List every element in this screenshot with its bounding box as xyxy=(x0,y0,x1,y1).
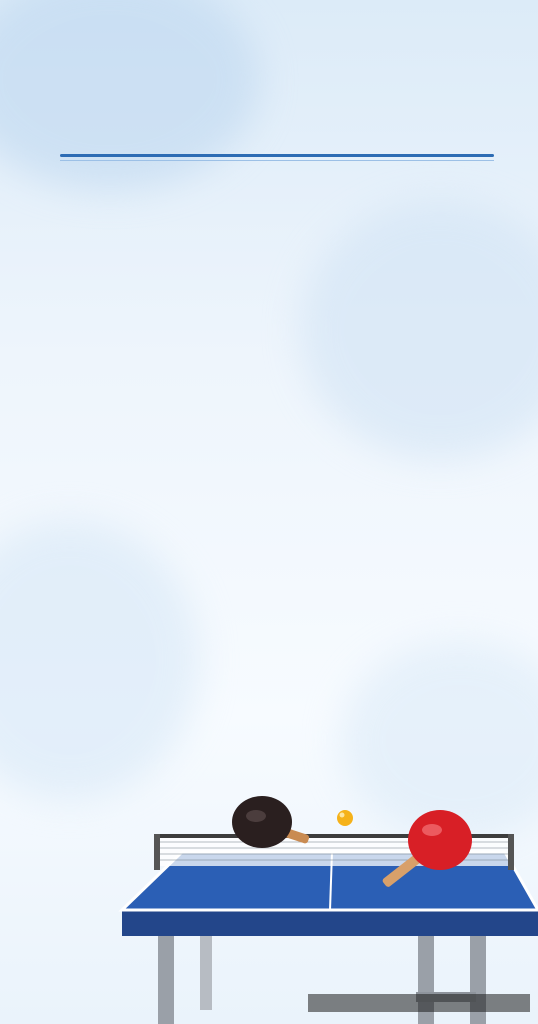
table-edge xyxy=(122,910,538,936)
title-underline xyxy=(60,154,494,157)
title-underline-thin xyxy=(60,160,494,161)
paddle-left xyxy=(232,796,310,848)
watercolor-wash xyxy=(0,0,260,190)
ball-highlight xyxy=(340,813,345,818)
net-post xyxy=(508,834,514,870)
image-id-tag xyxy=(308,994,530,1012)
table-leg xyxy=(158,932,174,1024)
spacer xyxy=(58,176,498,202)
watercolor-wash xyxy=(0,520,200,800)
notice-body xyxy=(58,176,498,202)
ping-pong-ball xyxy=(337,810,353,826)
net-post xyxy=(154,834,160,870)
watercolor-wash xyxy=(300,200,538,460)
ping-pong-table-illustration xyxy=(0,760,538,1024)
